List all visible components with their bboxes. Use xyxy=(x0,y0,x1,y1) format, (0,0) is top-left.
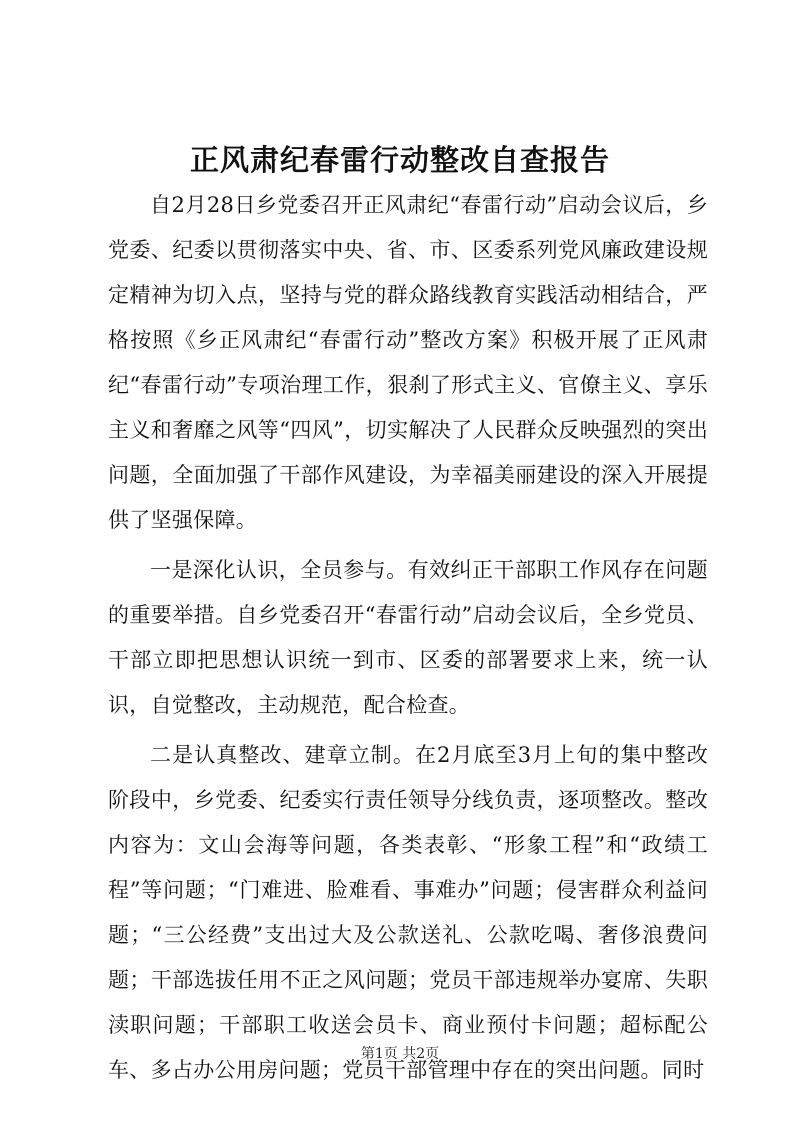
paragraph: 一是深化认识，全员参与。有效纠正干部职工作风存在问题的重要举措。自乡党委召开“春雷行动”启动会议后，全乡党员、干部立即把思想认识统一到市、区委的部署要求上来，统一认识，自觉整改，主动规范，配合检查。 xyxy=(108,558,708,717)
page-number-label: 第1页 共2页 xyxy=(360,1046,440,1062)
paragraph: 自2月28日乡党委召开正风肃纪“春雷行动”启动会议后，乡党委、纪委以贯彻落实中央、省、市、区委系列党风廉政建设规定精神为切入点，坚持与党的群众路线教育实践活动相结合，严格按照《乡正风肃纪“春雷行动”整改方案》积极开展了正风肃纪“春雷行动”专项治理工作，狠刹了形式主义、官僚主义、享乐主义和奢靡之风等“四风”，切实解决了人民群众反映强烈的突出问题，全面加强了干部作风建设，为幸福美丽建设的深入开展提供了坚强保障。 xyxy=(108,193,708,532)
paragraph: 二是认真整改、建章立制。在2月底至3月上旬的集中整改阶段中，乡党委、纪委实行责任领导分线负责，逐项整改。整改内容为：文山会海等问题，各类表彰、“形象工程”和“政绩工程”等问题；“门难进、脸难看、事难办”问题；侵害群众利益问题；“三公经费”支出过大及公款送礼、公款吃喝、奢侈浪费问题；干部选拔任用不正之风问题；党员干部违规举办宴席、失职渎职问题；干部职工收送会员卡、商业预付卡问题；超标配公车、多占办公用房问题；党员干部管理中存在的突出问题。同时 xyxy=(108,743,708,1082)
page-footer xyxy=(0,1044,800,1064)
document-body xyxy=(108,183,708,1098)
document-title: 正风肃纪春雷行动整改自查报告 xyxy=(189,143,610,177)
